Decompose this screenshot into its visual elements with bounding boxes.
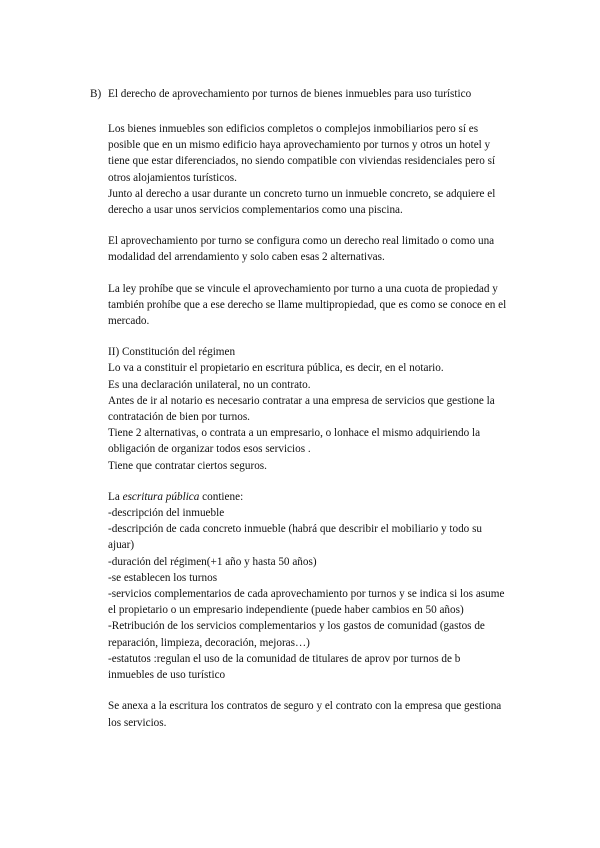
section-ii-line: Lo va a constituir el propietario en escritura pública, es decir, en el notario. — [108, 362, 444, 375]
escritura-item: -estatutos :regulan el uso de la comunidad de titulares de aprov por turnos de b inmuebles de uso turístico — [108, 652, 461, 682]
paragraph-prohibicion: La ley prohíbe que se vincule el aprovechamiento por turno a una cuota de propiedad y también prohíbe que a ese derecho se llame multipropiedad, que es como se conoce en el mercado. — [108, 282, 507, 328]
escritura-item: -Retribución de los servicios complementarios y los gastos de comunidad (gastos de reparación, limpieza, decoración, mejoras…) — [108, 620, 485, 649]
escritura-publica-term: escritura pública — [122, 490, 200, 503]
paragraph-derecho-servicios: Junto al derecho a usar durante un concreto turno un inmueble concreto, se adquiere el derecho a usar unos servicios complementarios como una piscina. — [108, 187, 496, 217]
section-b-letter: B) — [90, 88, 102, 100]
paragraph-anexo: Se anexa a la escritura los contratos de seguro y el contrato con la empresa que gestiona los servicios. — [108, 700, 502, 729]
section-ii-line: Tiene 2 alternativas, o contrata a un empresario, o lonhace el mismo adquiriendo la obligación de organizar todos esos servicios . — [108, 427, 481, 456]
section-ii-title: II) Constitución del régimen — [108, 346, 236, 359]
section-b-title: El derecho de aprovechamiento por turnos de bienes inmuebles para uso turístico — [108, 88, 472, 100]
escritura-intro — [108, 489, 508, 505]
escritura-item: -descripción de cada concreto inmueble (habrá que describir el mobiliario y todo su ajuar) — [108, 523, 483, 552]
section-ii-line: Antes de ir al notario es necesario contratar a una empresa de servicios que gestione la contratación de bien por turnos. — [108, 394, 495, 424]
escritura-item: -descripción del inmueble — [108, 507, 225, 520]
escritura-item: -servicios complementarios de cada aprovechamiento por turnos y se indica si los asume el propietario o un empresario independiente (puede haber cambios en 50 años) — [108, 588, 505, 617]
escritura-intro-suffix: contiene: — [199, 490, 244, 503]
escritura-item: -se establecen los turnos — [108, 571, 218, 584]
document-body — [108, 121, 508, 731]
section-ii-line: Es una declaración unilateral, no un contrato. — [108, 378, 311, 391]
section-ii-line: Tiene que contratar ciertos seguros. — [108, 459, 267, 472]
escritura-item: -duración del régimen(+1 año y hasta 50 años) — [108, 555, 317, 568]
paragraph-configuracion: El aprovechamiento por turno se configura como un derecho real limitado o como una modalidad del arrendamiento y solo caben esas 2 alternativas. — [108, 235, 495, 264]
section-b-heading — [90, 86, 550, 102]
escritura-intro-prefix: La — [108, 490, 123, 503]
paragraph-bienes-inmuebles: Los bienes inmuebles son edificios completos o complejos inmobiliarios pero sí es posible que en un mismo edificio haya aprovechamiento por turnos y otros un hotel y tiene que estar diferenciados, no siendo compatible con viviendas residenciales pero sí otros alojamientos turísticos. — [108, 123, 496, 184]
